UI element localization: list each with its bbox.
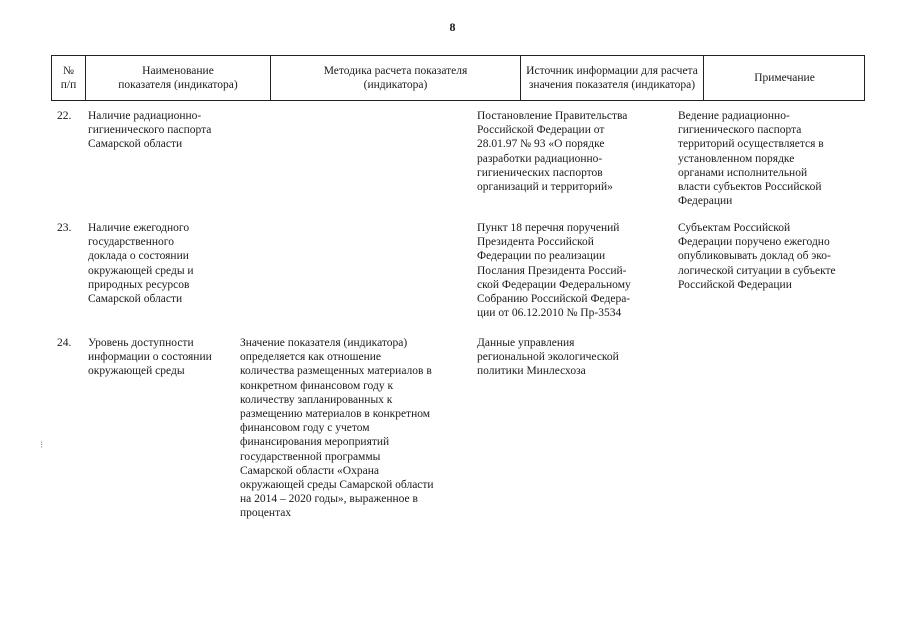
- table-header: [51, 55, 865, 101]
- note: Ведение радиационно- гигиенического паспорта территорий осуществляется в установленном порядке органами исполнительной власти субъектов Российской Федерации: [678, 110, 824, 208]
- scan-artifact-icon: ⁝: [40, 440, 44, 451]
- header-note: Примечание: [703, 56, 865, 100]
- indicator-name: Наличие ежегодного государственного доклада о состоянии окружающей среды и природных ресурсов Самарской области: [88, 222, 194, 306]
- calculation-method: Значение показателя (индикатора) определяется как отношение количества размещенных материалов в конкретном финансовом году к количеству запланированных к размещению материалов в конкретном финансовом году с учетом финансирования мероприятий государственной программы Самарской области «Охрана окружающей среды Самарской области на 2014 – 2020 годы», выраженное в процентах: [240, 337, 434, 520]
- header-number: № п/п: [60, 65, 77, 91]
- row-number: 23.: [57, 222, 72, 234]
- header-information-source: Источник информации для расчета значения показателя (индикатора): [520, 56, 703, 100]
- header-calculation-method: Методика расчета показателя (индикатора): [270, 56, 520, 100]
- header-indicator-name: Наименование показателя (индикатора): [85, 56, 270, 100]
- indicator-name: Уровень доступности информации о состоянии окружающей среды: [88, 337, 212, 378]
- information-source: Данные управления региональной экологической политики Минлесхоза: [477, 337, 619, 378]
- row-number: 24.: [57, 337, 72, 349]
- row-number: 22.: [57, 110, 72, 122]
- information-source: Постановление Правительства Российской Федерации от 28.01.97 № 93 «О порядке разработки радиационно- гигиенических паспортов организаций и территорий»: [477, 110, 628, 194]
- indicator-name: Наличие радиационно- гигиенического паспорта Самарской области: [88, 110, 212, 151]
- page-number: 8: [449, 20, 456, 34]
- note: Субъектам Российской Федерации поручено ежегодно опубликовывать доклад об эко- логической ситуации в субъекте Российской Федерации: [678, 222, 836, 291]
- information-source: Пункт 18 перечня поручений Президента Российской Федерации по реализации Послания Президента Россий- ской Федерации Федеральному Собранию Российской Федера- ции от 06.12.2010 № Пр-3534: [477, 222, 631, 320]
